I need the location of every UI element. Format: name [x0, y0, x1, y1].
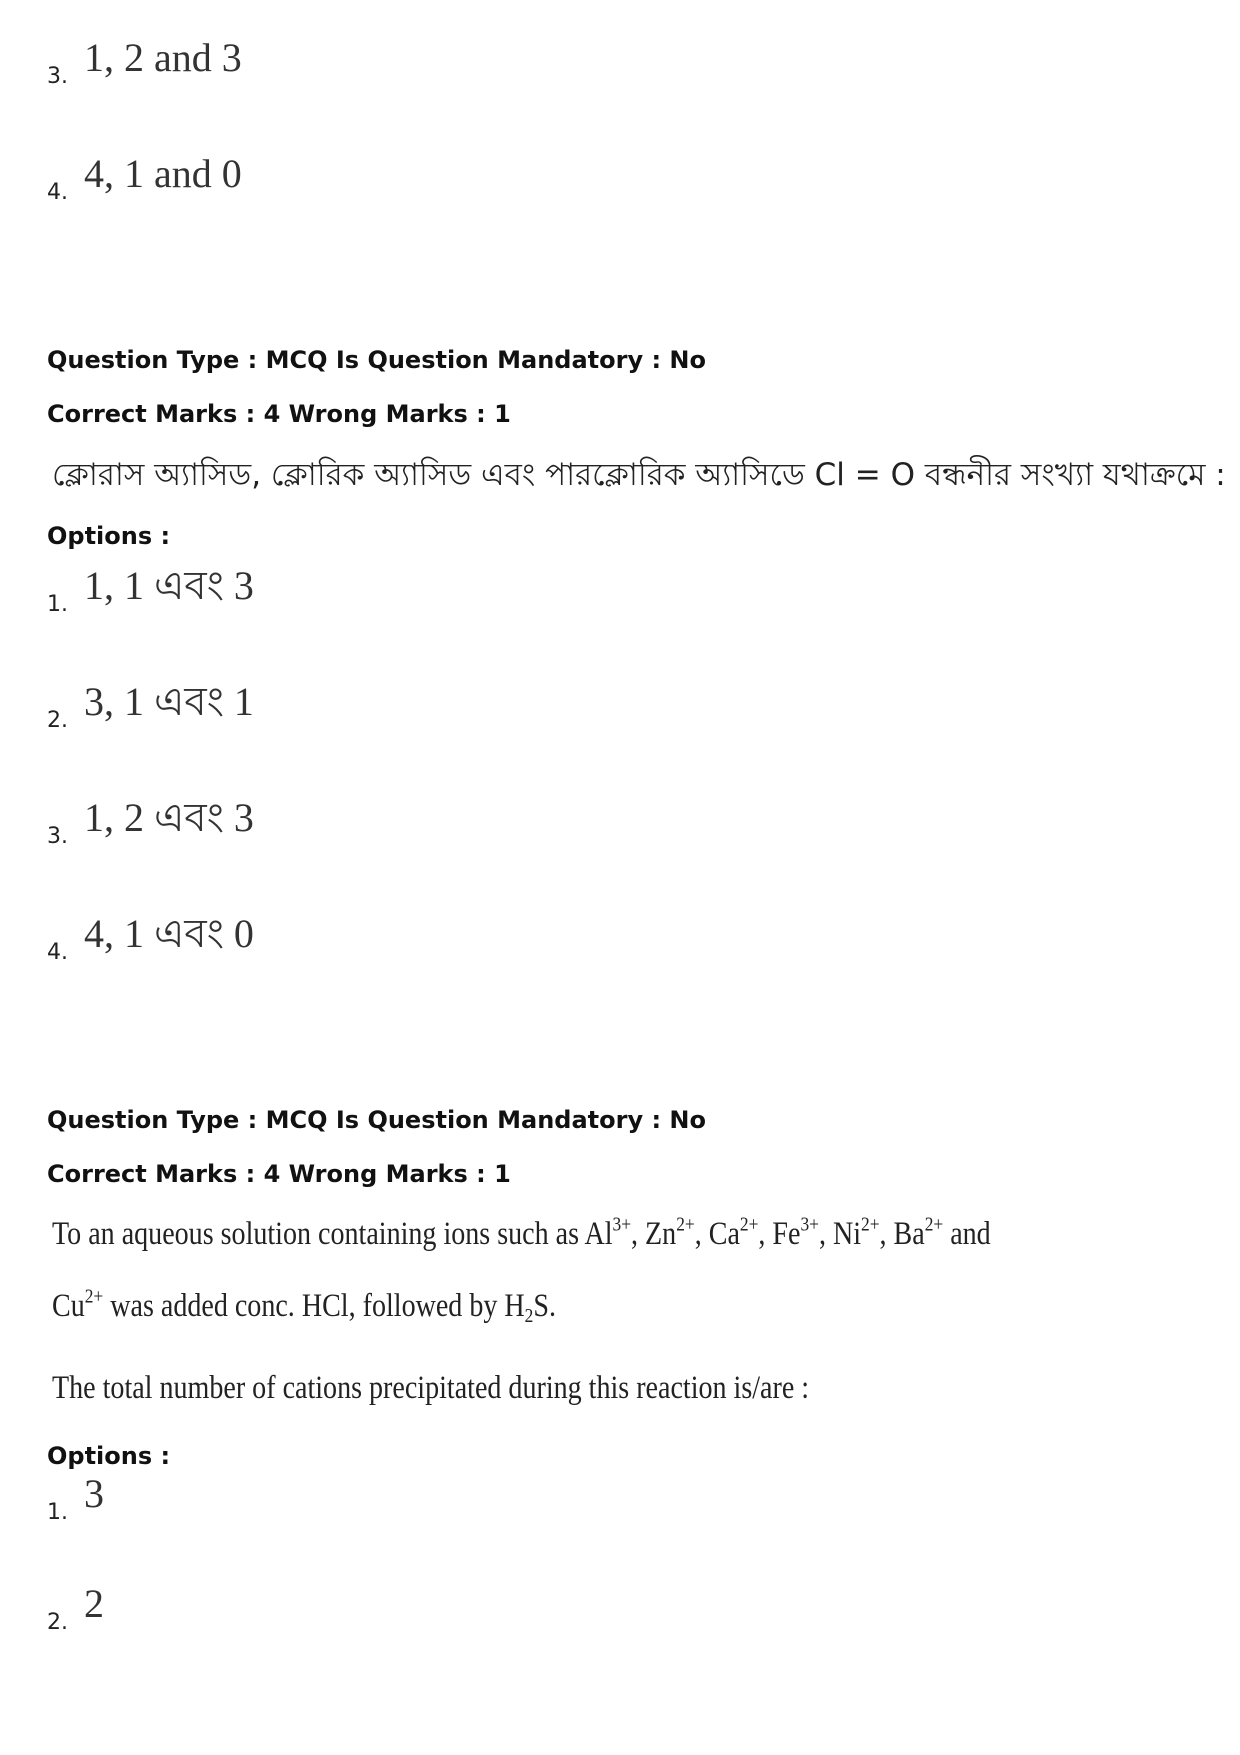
option-number: 1.: [47, 1500, 68, 1525]
option-number: 2.: [47, 708, 68, 733]
question-type-line: Question Type : MCQ Is Question Mandatory : No: [47, 1106, 706, 1134]
option-text: 3: [84, 1471, 104, 1516]
question-text-line-3: The total number of cations precipitated during this reaction is/are :: [52, 1370, 810, 1406]
option-text: 4, 1 এবং 0: [84, 911, 254, 956]
option-text: 1, 2 এবং 3: [84, 795, 254, 840]
question-text-line-2: $Cu^{2+}$ was added conc. HCl, followed by $H_2S$.: [52, 1285, 556, 1328]
option-number: 2.: [47, 1610, 68, 1635]
option-number: 4.: [47, 180, 68, 205]
option-text: 1, 2 and 3: [84, 35, 242, 80]
option-number: 3.: [47, 824, 68, 849]
option-text: 3, 1 এবং 1: [84, 679, 254, 724]
question-type-line: Question Type : MCQ Is Question Mandatory : No: [47, 346, 706, 374]
marks-line: Correct Marks : 4 Wrong Marks : 1: [47, 1160, 511, 1188]
option-number: 1.: [47, 592, 68, 617]
question-text: ক্লোরাস অ্যাসিড, ক্লোরিক অ্যাসিড এবং পারক্লোরিক অ্যাসিডে Cl = O বন্ধনীর সংখ্যা যথাক্রমে :: [52, 457, 1226, 493]
options-label: Options :: [47, 1442, 171, 1470]
marks-line: Correct Marks : 4 Wrong Marks : 1: [47, 400, 511, 428]
options-label: Options :: [47, 522, 171, 550]
option-text: 1, 1 এবং 3: [84, 563, 254, 608]
option-text: 2: [84, 1581, 104, 1626]
option-number: 4.: [47, 940, 68, 965]
option-number: 3.: [47, 64, 68, 89]
question-text-line-1: To an aqueous solution containing ions such as $Al^{3+}$, $Zn^{2+}$, $Ca^{2+}$, $Fe^{3+}$, $Ni^{2+}$, $Ba^{2+}$ and: [52, 1213, 991, 1252]
option-text: 4, 1 and 0: [84, 151, 242, 196]
